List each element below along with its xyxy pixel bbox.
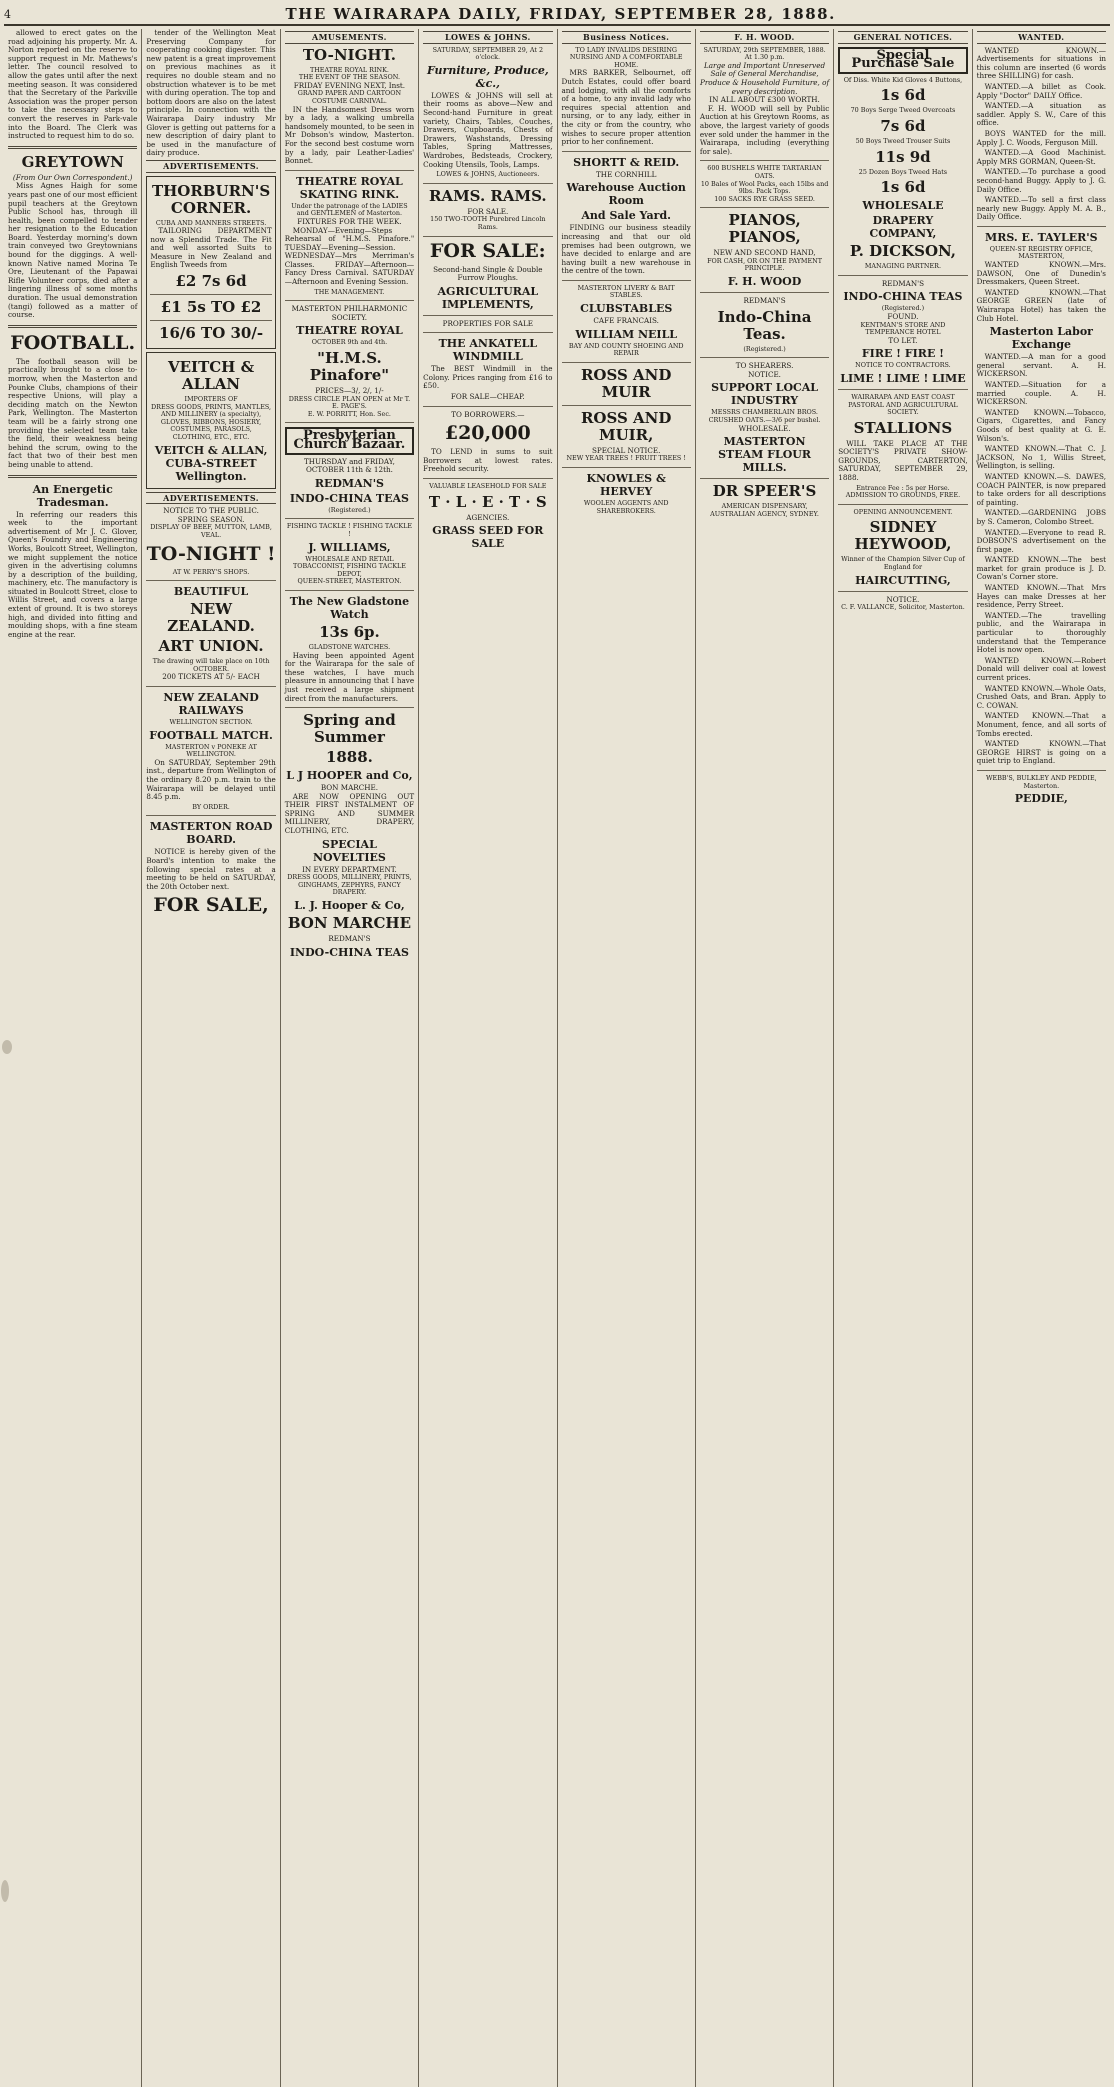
heading-lowes-johns: LOWES & JOHNS. bbox=[423, 31, 552, 44]
woolen-agents: WOOLEN AGGENTS AND SHAREBROKERS. bbox=[583, 499, 669, 515]
ink-blot bbox=[2, 1040, 12, 1054]
tonight-heading: TO-NIGHT. bbox=[302, 45, 397, 64]
found: FOUND. bbox=[887, 311, 919, 321]
for-sale-big: FOR SALE: bbox=[429, 239, 546, 262]
veitch-ad bbox=[146, 352, 275, 489]
veitch-subtitle: IMPORTERS OF bbox=[184, 395, 238, 404]
to-borrowers: TO BORROWERS.— bbox=[451, 409, 525, 419]
william-neill: WILLIAM NEILL bbox=[575, 327, 678, 341]
price-suits: 11s 9d bbox=[875, 147, 931, 166]
wanted-8: WANTED KNOWN.—Mrs. DAWSON, One of Dunedin's Dressmakers, Queen Street. bbox=[976, 260, 1106, 287]
williams-name: J. WILLIAMS, bbox=[308, 540, 391, 554]
special-novelties: SPECIAL NOVELTIES bbox=[313, 837, 386, 864]
mrs-tayler: MRS. E. TAYLER'S bbox=[985, 230, 1098, 244]
notice-7: NOTICE. bbox=[886, 594, 920, 604]
page-number: 4 bbox=[4, 7, 12, 21]
registered-3: (Registered.) bbox=[743, 344, 786, 353]
wanted-7: WANTED.—To sell a first class nearly new Buggy. Apply M. A. B., Daily Office. bbox=[976, 195, 1106, 222]
wanted-12: WANTED KNOWN.—Tobacco, Cigars, Cigarettes, and Fancy Goods of best quality at G. E. Wilson's. bbox=[976, 407, 1106, 443]
ploughs: Second-hand Single & Double Furrow Ploughs. bbox=[433, 264, 543, 283]
furniture-produce: Furniture, Produce, &c., bbox=[426, 63, 549, 90]
vallance: C. F. VALLANCE, Solicitor, Masterton. bbox=[841, 603, 965, 612]
column-1 bbox=[4, 29, 142, 2087]
sale-yard: And Sale Yard. bbox=[581, 209, 671, 223]
notice-6: NOTICE. bbox=[748, 369, 781, 379]
to-lets: T · L · E · T · S bbox=[428, 492, 547, 511]
sidney-heywood: SIDNEY HEYWOOD, bbox=[854, 518, 952, 554]
nursing-heading: TO LADY INVALIDS DESIRING NURSING AND A COMFORTABLE HOME. bbox=[569, 45, 683, 69]
webb-bulkley: WEBB'S, BULKLEY AND PEDDIE, Masterton. bbox=[985, 773, 1097, 790]
road-board-text: NOTICE is hereby given of the Board's intention to make the following special rates at a meeting to be held on SATURDAY, the 20th October next. bbox=[146, 847, 276, 891]
for-sale-heading: FOR SALE, bbox=[153, 894, 269, 917]
bon-marche: BON MARCHE. bbox=[320, 783, 379, 793]
price-gloves: 1s 6d bbox=[880, 86, 926, 105]
haircutting: HAIRCUTTING, bbox=[855, 573, 951, 587]
livery-stables: MASTERTON LIVERY & BAIT STABLES. bbox=[577, 283, 675, 300]
skating-rink-title: THEATRE ROYAL SKATING RINK. bbox=[296, 174, 403, 201]
art-union-drawing: The drawing will take place on 10th OCTOBER. bbox=[152, 657, 270, 673]
tonight-banner: TO-NIGHT ! bbox=[146, 542, 276, 565]
friday-evening: FRIDAY EVENING NEXT, Inst. bbox=[293, 80, 406, 90]
fruit-trees: NEW YEAR TREES ! FRUIT TREES ! bbox=[566, 454, 686, 463]
thorburn-title: THORBURN'S CORNER. bbox=[151, 181, 271, 217]
heading-advertisements: ADVERTISEMENTS. bbox=[146, 160, 275, 173]
secretary: E. W. PORRITT, Hon. Sec. bbox=[307, 409, 391, 418]
heading-amusements: AMUSEMENTS. bbox=[285, 31, 414, 44]
wood-large-sale: Large and Important Unreserved Sale of General Merchandise, Produce & Household Furniture, of every description. bbox=[699, 60, 830, 96]
every-department: IN EVERY DEPARTMENT. bbox=[302, 864, 397, 874]
heading-general-notices: GENERAL NOTICES. bbox=[838, 31, 967, 44]
skating-patronage: Under the patronage of the LADIES and GENTLEMEN of Masterton. bbox=[291, 201, 408, 218]
redman-title: REDMAN'S bbox=[314, 476, 385, 490]
road-board-heading: MASTERTON ROAD BOARD. bbox=[149, 820, 273, 847]
williams-street: QUEEN-STREET, MASTERTON. bbox=[297, 577, 402, 586]
presbyterian-bazaar: Presbyterian Church Bazaar. bbox=[285, 427, 414, 454]
heading-advertisements-2: ADVERTISEMENTS. bbox=[146, 492, 275, 505]
column-5 bbox=[558, 29, 696, 2087]
watch-text: Having been appointed Agent for the Wairarapa for the sale of these watches, I have much pleasure in announcing that I have just received a large shipment direct from the manufacturers. bbox=[284, 650, 415, 703]
wanted-1: WANTED KNOWN.—Advertisements for situations in this column are inserted (6 words three SHILLING) for cash. bbox=[976, 45, 1106, 81]
pastoral-society: WAIRARAPA AND EAST COAST PASTORAL AND AGRICULTURAL SOCIETY. bbox=[848, 392, 958, 417]
wanted-18: WANTED KNOWN.—That Mrs Hayes can make Dresses at her residence, Perry Street. bbox=[976, 583, 1106, 610]
hooper-title: L J HOOPER and Co, bbox=[286, 769, 413, 783]
auctioneers: LOWES & JOHNS, Auctioneers. bbox=[436, 170, 540, 179]
crushed-oats: CRUSHED OATS.—3/6 per bushel. bbox=[708, 416, 821, 425]
theatre-royal: THEATRE ROYAL bbox=[296, 324, 403, 338]
heading-tradesman: An Energetic Tradesman. bbox=[32, 482, 113, 509]
special-purchase: Special Purchase Sale bbox=[838, 47, 967, 74]
dress-circle-plan: DRESS CIRCLE PLAN OPEN at Mr T. E. PAGE'S. bbox=[288, 394, 411, 411]
to-shearers: TO SHEARERS. bbox=[735, 361, 794, 371]
heading-football: FOOTBALL. bbox=[10, 331, 136, 354]
wanted-23: WANTED KNOWN.—That GEORGE HIRST is going on a quiet trip to England. bbox=[976, 739, 1106, 766]
fire-fire: FIRE ! FIRE ! bbox=[861, 347, 944, 361]
wanted-11: WANTED.—Situation for a married couple. A. H. WICKERSON. bbox=[976, 380, 1106, 407]
grass-seed: GRASS SEED FOR SALE bbox=[432, 524, 544, 551]
stallions: STALLIONS bbox=[853, 418, 953, 437]
wool-packs: 10 Bales of Wool Packs, each 15lbs and 9lbs. Pack Tops. bbox=[700, 179, 829, 196]
hooper-text: ARE NOW OPENING OUT THEIR FIRST INSTALMENT OF SPRING AND SUMMER MILLINERY, DRAPERY, CLOTHING, ETC. bbox=[284, 791, 415, 836]
dr-speer: DR SPEER'S bbox=[712, 482, 817, 501]
williams-business: WHOLESALE AND RETAIL TOBACCONIST, FISHING TACKLE DEPOT, bbox=[292, 554, 406, 578]
shortt-reid: SHORTT & REID. bbox=[573, 155, 680, 169]
veitch-address: VEITCH & ALLAN, CUBA-STREET Wellington. bbox=[154, 443, 268, 483]
columns bbox=[4, 29, 1110, 2087]
fixtures-heading: FIXTURES FOR THE WEEK. bbox=[297, 216, 402, 226]
pianos-heading: PIANOS, PIANOS, bbox=[728, 211, 801, 247]
oats: 600 BUSHELS WHITE TARTARIAN OATS. bbox=[707, 164, 822, 180]
masthead bbox=[4, 4, 1110, 26]
sale-date: SATURDAY, SEPTEMBER 29, At 2 o'clock. bbox=[432, 45, 544, 62]
beautiful-heading: BEAUTIFUL bbox=[173, 585, 249, 599]
perry-shops: AT W. PERRY'S SHOPS. bbox=[172, 567, 250, 576]
admission: ADMISSION TO GROUNDS, FREE. bbox=[845, 491, 961, 500]
bazaar-dates: THURSDAY and FRIDAY, OCTOBER 11th & 12th. bbox=[303, 456, 395, 475]
pianos-payment: FOR CASH, OR ON THE PAYMENT PRINCIPLE. bbox=[707, 256, 822, 273]
wanted-13: WANTED KNOWN.—That C. J. JACKSON, No 1, Willis Street, Wellington, is selling. bbox=[976, 444, 1106, 471]
theatre-rink: THEATRE ROYAL RINK. bbox=[309, 65, 389, 74]
pinafore-prices: PRICES—3/, 2/, 1/- bbox=[315, 386, 384, 396]
art-union-heading: ART UNION. bbox=[158, 637, 264, 656]
philharmonic: MASTERTON PHILHARMONIC SOCIETY. bbox=[291, 304, 408, 322]
column-7 bbox=[834, 29, 972, 2087]
indo-china-teas-2: INDO-CHINA TEAS bbox=[289, 945, 409, 959]
thorburn-price-3: 16/6 TO 30/- bbox=[159, 324, 264, 343]
lime-lime: LIME ! LIME ! LIME bbox=[840, 371, 966, 385]
fishing-tackle: FISHING TACKLE ! FISHING TACKLE ! bbox=[286, 522, 413, 538]
hooper-title-2: L. J. Hooper & Co, bbox=[294, 899, 405, 913]
wanted-5: WANTED.—A Good Machinist. Apply MRS GORMAN, Queen-St. bbox=[976, 148, 1106, 166]
entrance-fee: Entrance Fee : 5s per Horse. bbox=[856, 483, 950, 492]
ankatell-text: The BEST Windmill in the Colony. Prices ranging from £16 to £50. bbox=[423, 364, 553, 391]
opening-announcement: OPENING ANNOUNCEMENT. bbox=[853, 507, 953, 516]
wanted-15: WANTED.—GARDENING JOBS by S. Cameron, Colombo Street. bbox=[976, 508, 1106, 526]
column-3 bbox=[281, 29, 419, 2087]
wholesale-6: WHOLESALE. bbox=[738, 423, 791, 433]
agricultural-implements: AGRICULTURAL IMPLEMENTS, bbox=[437, 284, 539, 311]
thorburn-ad bbox=[146, 176, 275, 350]
wanted-20: WANTED KNOWN.—Robert Donald will deliver coal at lowest current prices. bbox=[976, 655, 1106, 682]
dress-goods: DRESS GOODS, MILLINERY, PRINTS, GINGHAMS, ZEPHYRS, FANCY DRAPERY. bbox=[287, 873, 412, 897]
shoeing-repair: BAY AND COUNTY SHOEING AND REPAIR bbox=[568, 341, 684, 358]
column-8 bbox=[973, 29, 1110, 2087]
carnival-text: IN the Handsomest Dress worn by a lady, a walking umbrella handsomely mounted, to be seen in Mr Dobson's window, Masterton. For the second best costume worn by a lady, pair Leather-Ladies' Bonnet. bbox=[284, 104, 415, 166]
to-let: TO LET. bbox=[888, 335, 918, 345]
veitch-title: VEITCH & ALLAN bbox=[167, 358, 255, 394]
watch-price: 13s 6p. bbox=[319, 622, 380, 641]
rye-grass: 100 SACKS RYE GRASS SEED. bbox=[714, 194, 815, 203]
loan-text: TO LEND in sums to suit Borrowers at lowest rates. Freehold security. bbox=[423, 447, 553, 474]
special-notice: SPECIAL NOTICE. bbox=[591, 445, 661, 455]
fixtures-text: MONDAY—Evening—Steps Rehearsal of "H.M.S. Pinafore." TUESDAY—Evening—Session. WEDNESDAY—Mrs Merriman's Classes. FRIDAY—Afternoon—Fancy Dress Carnival. SATURDAY—Afternoon and Evening Session. bbox=[284, 225, 415, 287]
wanted-17: WANTED KNOWN.—The best market for grain produce is J. D. Cowan's Corner store. bbox=[976, 555, 1106, 582]
clubstables: CLUBSTABLES bbox=[580, 302, 673, 316]
wanted-21: WANTED KNOWN.—Whole Oats, Crushed Oats, and Bran. Apply to C. COWAN. bbox=[976, 683, 1106, 710]
labor-exchange: Masterton Labor Exchange bbox=[989, 325, 1093, 352]
registered-4: (Registered.) bbox=[881, 304, 925, 313]
shortt-text: FINDING our business steadily increasing and that our old premises had been outgrown, we have decided to enlarge and are having built a new warehouse in the centre of the town. bbox=[561, 223, 691, 276]
wanted-16: WANTED.—Everyone to read R. DOBSON'S advertisement on the first page. bbox=[976, 527, 1106, 554]
cafe-francais: CAFE FRANCAIS. bbox=[593, 316, 659, 326]
column-4 bbox=[419, 29, 557, 2087]
gladstone-watch: The New Gladstone Watch bbox=[289, 594, 410, 621]
thorburn-price-1: £2 7s 6d bbox=[175, 272, 247, 291]
glover-article: tender of the Wellington Meat Preserving Company for cooperating cooking digester. This new patent is a great improvement on previous machines as it requires no double steam and no obstruction whatever is to be met with during operation. The top and bottom doors are also on the latest principle. In connection with the Wairarapa Dairy industry Mr Glover is getting out patterns for a new description of dairy plant to be used in the manufacture of dairy produce. bbox=[146, 29, 276, 158]
p-dickson: P. DICKSON, bbox=[849, 242, 956, 261]
temperance-hotel: KENTMAN'S STORE AND TEMPERANCE HOTEL bbox=[860, 320, 946, 337]
wanted-9: WANTED KNOWN.—That GEORGE GREEN (late of Wairarapa Hotel) has taken the Club Hotel. bbox=[976, 287, 1106, 323]
nz-railways: NEW ZEALAND RAILWAYS bbox=[163, 690, 259, 717]
column-2 bbox=[142, 29, 280, 2087]
peddie: PEDDIE, bbox=[1014, 792, 1068, 806]
heading-greytown: GREYTOWN bbox=[21, 152, 124, 171]
cornhill: THE CORNHILL bbox=[596, 169, 657, 179]
indo-china-teas: INDO-CHINA TEAS bbox=[289, 491, 409, 505]
greytown-subheading: (From Our Own Correspondent.) bbox=[12, 172, 133, 182]
for-sale-cheap: FOR SALE—CHEAP. bbox=[450, 392, 525, 402]
wood-sale-date: SATURDAY, 29th SEPTEMBER, 1888. At 1.30 p.m. bbox=[703, 45, 826, 62]
steam-flour-mills: MASTERTON STEAM FLOUR MILLS. bbox=[718, 435, 812, 475]
knowles-hervey: KNOWLES & HERVEY bbox=[586, 472, 666, 499]
wanted-19: WANTED.—The travelling public, and the Wairarapa in particular to thoroughly understand that the Temperance Hotel is now open. bbox=[976, 610, 1106, 655]
wellington-section: WELLINGTON SECTION. bbox=[169, 717, 253, 726]
ankatell-windmill: THE ANKATELL WINDMILL bbox=[438, 337, 538, 364]
registry-office: QUEEN-ST REGISTRY OFFICE, MASTERTON, bbox=[989, 244, 1093, 261]
stallions-text: WILL TAKE PLACE AT THE SOCIETY'S PRIVATE SHOW-GROUNDS, CARTERTON, SATURDAY, SEPTEMBER 29, 1888. bbox=[838, 438, 968, 483]
gladstone-watches: GLADSTONE WATCHES. bbox=[308, 642, 391, 651]
heading-fh-wood: F. H. WOOD. bbox=[700, 31, 829, 44]
indo-china-teas-3: Indo-China Teas. bbox=[717, 307, 812, 343]
newspaper-title: THE WAIRARAPA DAILY, FRIDAY, SEPTEMBER 28, 1888. bbox=[285, 5, 836, 23]
wood-text: F. H. WOOD will sell by Public Auction at his Greytown Rooms, as above, the largest variety of goods ever sold under the hammer in the Wairarapa, including (everything for sale). bbox=[699, 103, 830, 156]
valuable-leasehold: VALUABLE LEASEHOLD FOR SALE bbox=[429, 482, 547, 491]
heading-business-notices: Business Notices. bbox=[562, 31, 691, 44]
notice-contractors: NOTICE TO CONTRACTORS. bbox=[855, 361, 951, 370]
council-report: allowed to erect gates on the road adjoining his property. Mr. A. Norton reported on the reserve to support request in Mr. Mathews's letter. The council resolved to allow the gates until after the next meeting season. It was considered that the Secretary of the Parkville Association was the proper person to take the necessary steps to convert the reserves in Park-vale into the Board. The Clerk was instructed to request him to do so. bbox=[8, 29, 138, 141]
kid-gloves: Of Diss. White Kid Gloves 4 Buttons, bbox=[843, 75, 963, 84]
wanted-4: BOYS WANTED for the mill. Apply J. C. Woods, Ferguson Mill. bbox=[976, 128, 1106, 147]
wanted-10: WANTED.—A man for a good general servant. A. H. WICKERSON. bbox=[976, 352, 1106, 379]
management: THE MANAGEMENT. bbox=[314, 287, 385, 296]
warehouse-auction: Warehouse Auction Room bbox=[566, 181, 686, 208]
wanted-6: WANTED.—To purchase a good second-hand Buggy. Apply to J. G. Daily Office. bbox=[976, 167, 1106, 194]
price-overcoats: 7s 6d bbox=[880, 116, 926, 135]
spring-season: SPRING SEASON. bbox=[177, 514, 245, 524]
masterton-poneke: MASTERTON v PONEKE AT WELLINGTON. bbox=[165, 742, 257, 759]
season-year: 1888. bbox=[325, 748, 373, 767]
properties-for-sale: PROPERTIES FOR SALE bbox=[442, 318, 533, 328]
drapery-company: DRAPERY COMPANY, bbox=[869, 214, 937, 241]
railway-text: On SATURDAY, September 29th inst., departure from Wellington of the ordinary 8.20 p.m. train to the Wairarapa will be delayed until 8.45 p.m. bbox=[146, 757, 276, 802]
pinafore-title: "H.M.S. Pinafore" bbox=[309, 349, 390, 385]
trouser-suits: 50 Boys Tweed Trouser Suits bbox=[855, 136, 951, 145]
price-hats: 1s 6d bbox=[880, 178, 926, 197]
thorburn-text: TAILORING DEPARTMENT now a Splendid Trade. The Fit and well assorted Suits to Measure in New Zealand and English Tweeds from bbox=[150, 226, 272, 270]
october-dates: OCTOBER 9th and 4th. bbox=[311, 338, 388, 347]
redman-title-3: REDMAN'S bbox=[743, 296, 786, 306]
fh-wood-name: F. H. WOOD bbox=[727, 275, 802, 289]
loan-amount: £20,000 bbox=[444, 422, 531, 445]
redman-title-2: REDMAN'S bbox=[328, 934, 371, 944]
heywood-winner: Winner of the Champion Silver Cup of England for bbox=[841, 555, 965, 572]
registered: (Registered.) bbox=[328, 505, 371, 514]
american-dispensary: AMERICAN DISPENSARY, AUSTRALIAN AGENCY, SYDNEY. bbox=[710, 502, 819, 518]
rams-for-sale: FOR SALE. bbox=[467, 206, 509, 216]
greytown-article: Miss Agnes Haigh for some years past one of our most efficient pupil teachers at the Greytown Public School has, through ill health, been compelled to tender her resignation to the Education Board. Yesterday morning's down train conveyed two Greytownians bound for the diggings. A well-known Native named Morina Te Ore, Lieutenant of the Papawai Rifle Volunteer corps, died after a lingering illness of some months duration. The usual demonstration (tangi) followed as a matter of course. bbox=[8, 181, 138, 320]
ink-blot-2 bbox=[1, 1880, 9, 1902]
managing-partner: MANAGING PARTNER. bbox=[864, 262, 941, 271]
chamberlain-bros: MESSRS CHAMBERLAIN BROS. bbox=[711, 408, 818, 417]
heading-wanted: WANTED. bbox=[977, 31, 1106, 44]
thorburn-subtitle: CUBA AND MANNERS STREETS. bbox=[155, 218, 267, 227]
rams-heading: RAMS. RAMS. bbox=[428, 186, 547, 205]
support-local-industry: SUPPORT LOCAL INDUSTRY bbox=[711, 381, 819, 408]
wholesale-7: WHOLESALE bbox=[862, 199, 944, 213]
furniture-sale-text: LOWES & JOHNS will sell at their rooms as above—New and Second-hand Furniture in great variety, Chairs, Tables, Couches, Drawers, Cupboards, Chests of Drawers, Washstands, Dressing Tables, Spring Mattresses, Wardrobes, Bedsteads, Crockery, Cooking Utensils, Tools, Lamps. bbox=[423, 90, 553, 169]
art-union-tickets: 200 TICKETS AT 5/- EACH bbox=[162, 672, 260, 682]
ross-and-muir-2: ROSS AND MUIR, bbox=[580, 408, 672, 444]
new-zealand-heading: NEW ZEALAND. bbox=[167, 600, 255, 636]
pianos-new-second: NEW AND SECOND HAND, bbox=[713, 248, 816, 258]
meat-display: DISPLAY OF BEEF, MUTTON, LAMB, VEAL. bbox=[150, 523, 272, 539]
football-article: The football season will be practically brought to a close to-morrow, when the Masterton and Pounke Clubs, champions of their respective Unions, will play a deciding match on the Newton Park, Wellington. The Masterton team will be a fairly strong one providing the selected team take the field, their weakness being behind the scrum, owing to the fact that two of their best men being unable to attend. bbox=[8, 356, 138, 469]
agencies: AGENCIES. bbox=[466, 512, 510, 522]
wanted-3: WANTED.—A situation as saddler. Apply S. W., Care of this office. bbox=[976, 101, 1106, 128]
spring-summer: Spring and Summer bbox=[303, 711, 396, 747]
veitch-list: DRESS GOODS, PRINTS, MANTLES, AND MILLINERY (a specialty), GLOVES, RIBBONS, HOSIERY, COSTUMES, PARASOLS, CLOTHING, ETC., ETC. bbox=[151, 402, 272, 442]
rams-text: 150 TWO-TOOTH Purebred Lincoln Rams. bbox=[430, 215, 546, 231]
wood-worth: IN ALL ABOUT £300 WORTH. bbox=[709, 95, 820, 105]
overcoats: 70 Boys Serge Tweed Overcoats bbox=[850, 106, 956, 115]
indo-china-teas-4: INDO-CHINA TEAS bbox=[843, 290, 963, 304]
thorburn-price-2: £1 5s TO £2 bbox=[160, 298, 262, 317]
nursing-text: MRS BARKER, Selbournet, off Dutch Estates, could offer board and lodging, with all the comforts of a home, to any invalid lady who requires special attention and nursing, or to any lady, either in the city or from the country, who wishes to secure proper attention prior to her confinement. bbox=[561, 68, 691, 147]
event-season: THE EVENT OF THE SEASON. bbox=[298, 73, 400, 82]
redman-title-4: REDMAN'S bbox=[881, 278, 925, 288]
notice-public: NOTICE TO THE PUBLIC. bbox=[163, 506, 259, 516]
by-order: BY ORDER. bbox=[192, 802, 230, 811]
carnival-title: GRAND PAPER AND CARTOON COSTUME CARNIVAL. bbox=[297, 89, 402, 105]
wanted-22: WANTED KNOWN.—That a Monument, fence, and all sorts of Tombs erected. bbox=[976, 711, 1106, 738]
wanted-2: WANTED.—A billet as Cook. Apply "Doctor" DAILY Office. bbox=[976, 81, 1106, 100]
wanted-14: WANTED KNOWN.—S. DAWES, COACH PAINTER, is now prepared to take orders for all descriptions of painting. bbox=[976, 471, 1106, 507]
ross-and-muir: ROSS AND MUIR bbox=[580, 365, 672, 401]
tradesman-article: In referring our readers this week to the important advertisement of Mr J. C. Glover, Queen's Foundry and Engineering Works, Boulcott Street, Wellington, we might supplement the notice given in the advertising columns by a description of the building, machinery, etc. The manufactory is situated in Boulcott Street, close to Willis Street, and covers a large extent of ground. It is two storeys high, and divided into fitting and moulding shops, with a fine steam engine at the rear. bbox=[8, 509, 138, 639]
column-6 bbox=[696, 29, 834, 2087]
bon-marche-2: BON MARCHE bbox=[287, 914, 412, 933]
football-match: FOOTBALL MATCH. bbox=[149, 728, 273, 742]
tweed-hats: 25 Dozen Boys Tweed Hats bbox=[858, 167, 948, 176]
